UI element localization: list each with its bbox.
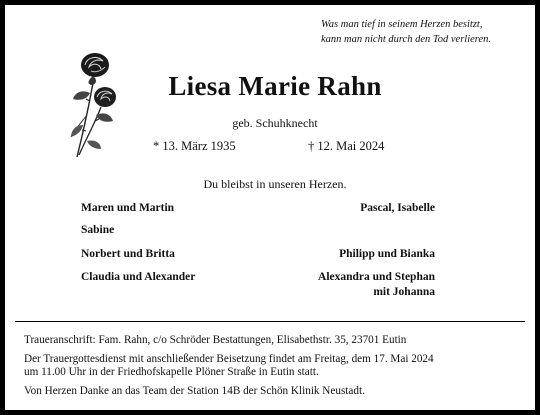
birth-date: * 13. März 1935 <box>153 139 236 153</box>
mourner-name: Philipp und Bianka <box>339 248 435 260</box>
mourner-name: Norbert und Britta <box>81 248 175 260</box>
motto <box>321 17 521 47</box>
thanks-note: Von Herzen Danke an das Team der Station 14B der Schön Klinik Neustadt. <box>24 385 365 397</box>
mourner-name: Pascal, Isabelle <box>360 202 435 214</box>
mourner-name: mit Johanna <box>373 286 435 298</box>
mourner-name: Sabine <box>81 224 115 236</box>
rose-icon <box>63 45 125 163</box>
motto-line-1: Was man tief in seinem Herzen besitzt, <box>321 19 483 30</box>
service-line-1: Der Trauergottesdienst mit anschließender Beisetzung findet am Freitag, dem 17. Mai 2024 <box>24 353 434 365</box>
death-date: † 12. Mai 2024 <box>308 139 385 153</box>
motto-line-2: kann man nicht durch den Tod verlieren. <box>321 34 492 45</box>
service-line-2: um 11.00 Uhr in der Friedhofskapelle Plöner Straße in Eutin statt. <box>24 366 319 378</box>
deceased-name: Liesa Marie Rahn <box>168 71 382 101</box>
mourner-name: Maren und Martin <box>81 202 175 214</box>
maiden-name: geb. Schuhknecht <box>232 116 318 130</box>
divider <box>15 321 525 322</box>
mourner-name: Claudia und Alexander <box>81 271 196 283</box>
mourning-address: Traueranschrift: Fam. Rahn, c/o Schröder Bestattungen, Elisabethstr. 35, 23701 Eutin <box>24 334 407 346</box>
mourner-name: Alexandra und Stephan <box>318 271 435 283</box>
memorial-sentence: Du bleibst in unseren Herzen. <box>203 177 347 191</box>
